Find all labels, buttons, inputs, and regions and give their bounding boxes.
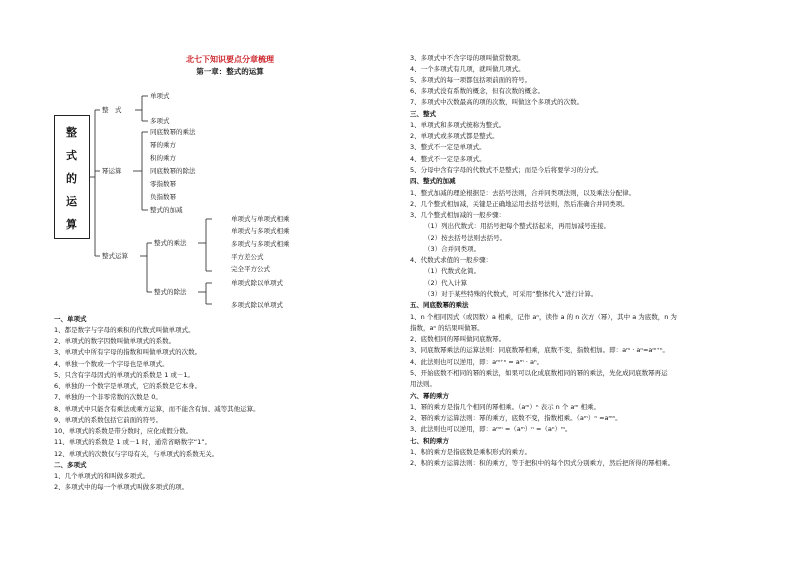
tree-leaf: 单项式除以单项式 xyxy=(231,279,283,287)
tree-node-zhengshi: 整 式 xyxy=(102,106,122,114)
tree-leaf: 多项式与多项式相乘 xyxy=(231,240,290,248)
tree-node-zs: 整式运算 xyxy=(102,252,128,260)
tree-leaf: 零指数幂 xyxy=(150,180,176,188)
tree-root-char: 的 xyxy=(66,172,77,185)
right-line: 1、积的乘方是指底数是乘积形式的乘方。 xyxy=(410,448,532,456)
right-line: 5、分母中含有字母的代数式不是整式；而是今后将要学习的分式。 xyxy=(410,166,603,174)
left-line: 11、单项式的系数是 1 或－1 时，通常省略数字“1”。 xyxy=(54,438,212,446)
tree-node-mul: 整式的乘法 xyxy=(154,239,187,247)
right-line: 七、积的乘方 xyxy=(410,437,449,445)
right-line: 六、幂的乘方 xyxy=(410,392,449,400)
right-line: 2、幂的乘方运算法则：幂的乘方，底数不变，指数相乘。（aᵐ）ⁿ =aᵐⁿ。 xyxy=(410,414,622,422)
left-line: 8、单项式中只能含有乘法或乘方运算，而不能含有加、减等其他运算。 xyxy=(54,405,260,413)
chapter-title: 第一章：整式的运算 xyxy=(196,67,264,76)
right-line: 3、同底数幂乘法的运算法则：同底数幂相乘，底数不变，指数相加。即：aᵐ · aⁿ=aᵐ⁺ⁿ。 xyxy=(410,346,669,354)
right-line: 1、幂的乘方是指几个相同的幂相乘。（aᵐ）ⁿ 表示 n 个 aᵐ 相乘。 xyxy=(410,403,600,411)
left-line: 10、单项式的系数是带分数时，应化成假分数。 xyxy=(54,427,193,435)
right-line: 7、多项式中次数最高的项的次数，叫做这个多项式的次数。 xyxy=(410,98,584,106)
left-line: 1、几个单项式的和叫做多项式。 xyxy=(54,472,150,480)
left-line: 9、单项式的系数包括它前面的符号。 xyxy=(54,416,163,424)
right-line: （1）代数式化简。 xyxy=(424,267,481,275)
right-line: （2）按去括号法则去括号。 xyxy=(424,234,507,242)
right-line: 6、多项式没有系数的概念，但有次数的概念。 xyxy=(410,87,545,95)
left-line: 5、只含有字母因式的单项式的系数是 1 或－1。 xyxy=(54,371,195,379)
tree-root-char: 整 xyxy=(66,126,77,139)
right-line: 5、开始底数不相同的幂的乘法，如果可以化成底数相同的幂的乘法，先化成同底数幂再运 xyxy=(410,369,668,377)
left-line: 二、多项式 xyxy=(54,461,87,469)
right-line: 1、单项式和多项式统称为整式。 xyxy=(410,121,506,129)
left-line: 7、单独的一个非零常数的次数是 0。 xyxy=(54,393,162,401)
left-line: 2、单项式的数字因数叫做单项式的系数。 xyxy=(54,337,176,345)
tree-leaf: 单项式与多项式相乘 xyxy=(231,227,290,235)
right-line: （1）列出代数式：用括号把每个整式括起来，再用加减号连接。 xyxy=(424,222,611,230)
tree-leaf: 多项式 xyxy=(150,117,170,125)
right-line: （3）对于某些特殊的代数式，可采用“整体代入”进行计算。 xyxy=(424,290,598,298)
left-line: 12、单项式的次数仅与字母有关，与单项式的系数无关。 xyxy=(54,450,219,458)
right-line: 1、整式加减的理论根据是：去括号法则，合并同类项法则，以及乘法分配律。 xyxy=(410,189,636,197)
right-line: 2、几个整式相加减，关键是正确地运用去括号法则，然后准确合并同类项。 xyxy=(410,200,629,208)
right-line: 3、多项式中不含字母的项叫做常数项。 xyxy=(410,54,525,62)
tree-leaf: 同底数幂的乘法 xyxy=(150,128,196,136)
right-line: 3、几个整式相加减的一般步骤： xyxy=(410,211,506,219)
right-line: 2、单项式或多项式都是整式。 xyxy=(410,132,499,140)
left-line: 1、都是数字与字母的乘积的代数式叫做单项式。 xyxy=(54,326,195,334)
tree-leaf: 幂的乘方 xyxy=(150,141,176,149)
right-line: 4、代数式求值的一般步骤： xyxy=(410,256,493,264)
right-line: 五、同底数幂的乘法 xyxy=(410,301,469,309)
tree-root-char: 式 xyxy=(66,149,77,162)
right-line: 指数，aⁿ 的结果叫做幂。 xyxy=(410,324,484,332)
tree-leaf: 平方差公式 xyxy=(231,253,264,261)
left-line: 4、单独一个数或一个字母也是单项式。 xyxy=(54,360,169,368)
right-line: 3、整式不一定是单项式。 xyxy=(410,143,486,151)
tree-node-div: 整式的除法 xyxy=(154,288,187,296)
tree-root-char: 运 xyxy=(66,195,77,208)
right-line: 1、n 个相同因式（或因数）a 相乘，记作 aⁿ，读作 a 的 n 次方（幂），其中 a 为底数，n 为 xyxy=(410,313,677,321)
tree-leaf: 单项式与单项式相乘 xyxy=(231,215,290,223)
tree-leaf: 整式的加减 xyxy=(150,206,183,214)
right-line: 4、一个多项式有几项，就叫做几项式。 xyxy=(410,65,525,73)
left-line: 3、单项式中所有字母的指数和叫做单项式的次数。 xyxy=(54,348,202,356)
left-line: 一、单项式 xyxy=(54,315,87,323)
right-line: 2、底数相同的幂叫做同底数幂。 xyxy=(410,335,506,343)
tree-leaf: 负指数幂 xyxy=(150,193,176,201)
tree-root-char: 算 xyxy=(66,218,77,231)
tree-leaf: 多项式除以单项式 xyxy=(231,301,283,309)
tree-leaf: 积的乘方 xyxy=(150,154,176,162)
tree-leaf: 单项式 xyxy=(150,92,170,100)
right-line: 4、此法则也可以逆用，即：aᵐ⁺ⁿ = aᵐ · aⁿ。 xyxy=(410,358,544,366)
right-line: 5、多项式的每一项都包括项前面的符号。 xyxy=(410,76,532,84)
tree-leaf: 同底数幂的除法 xyxy=(150,167,196,175)
right-line: （2）代入计算 xyxy=(424,279,468,287)
right-line: 四、整式的加减 xyxy=(410,177,456,185)
right-line: （3）合并同类项。 xyxy=(424,245,481,253)
right-line: 三、整式 xyxy=(410,110,436,118)
tree-node-mi: 幂运算 xyxy=(102,167,122,175)
left-line: 2、多项式中的每一个单项式叫做多项式的项。 xyxy=(54,483,189,491)
right-line: 2、积的乘方运算法则：积的乘方，等于把积中的每个因式分别乘方，然后把所得的幂相乘。 xyxy=(410,459,675,467)
left-line: 6、单独的一个数字是单项式，它的系数是它本身。 xyxy=(54,382,202,390)
right-line: 4、整式不一定是多项式。 xyxy=(410,155,486,163)
doc-title: 北七下知识要点分章梳理 xyxy=(186,55,274,64)
right-line: 用法则。 xyxy=(410,380,436,388)
tree-leaf: 完全平方公式 xyxy=(231,265,270,273)
right-line: 3、此法则也可以逆用，即：aᵐⁿ =（aᵐ）ⁿ =（aⁿ）ᵐ。 xyxy=(410,425,572,433)
